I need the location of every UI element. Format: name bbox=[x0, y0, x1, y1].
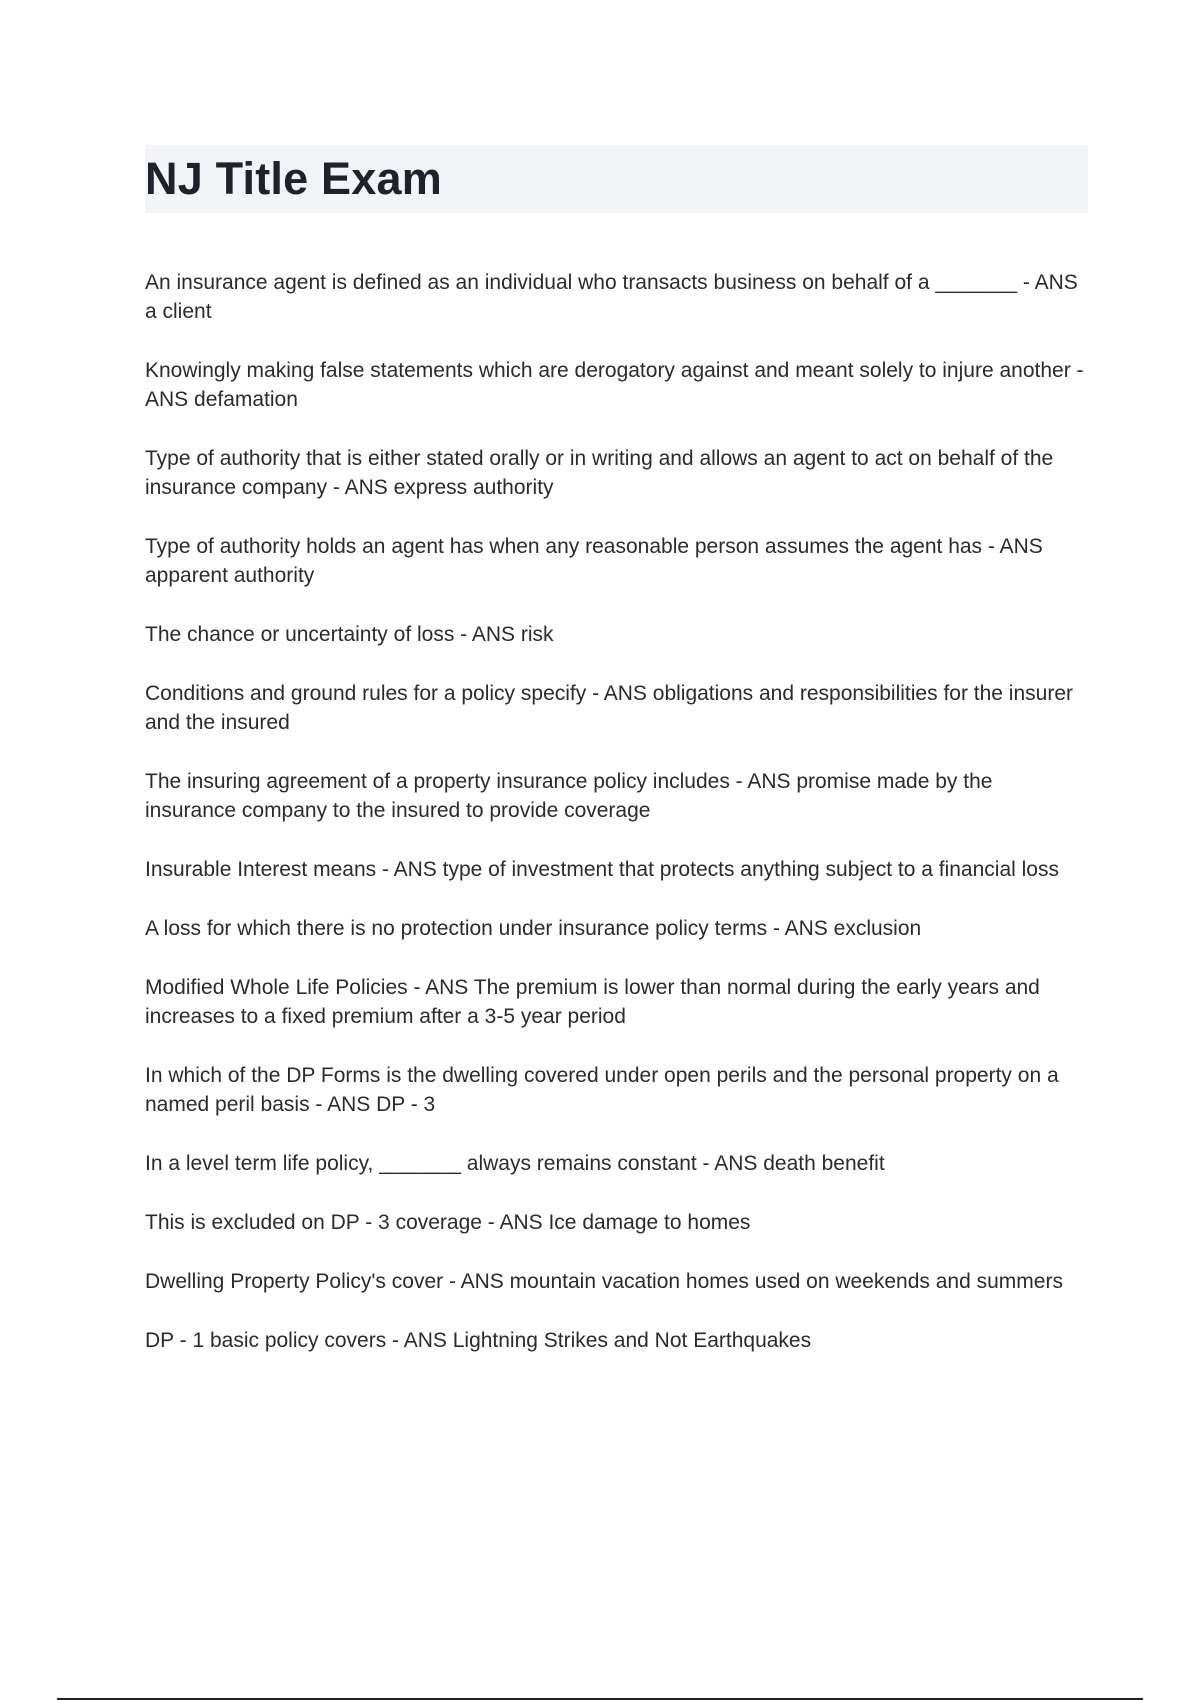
qa-item: In a level term life policy, _______ always remains constant - ANS death benefit bbox=[145, 1152, 885, 1175]
qa-item: In which of the DP Forms is the dwelling covered under open perils and the personal property on a named peril basis - ANS DP - 3 bbox=[145, 1064, 1059, 1116]
qa-item: Type of authority that is either stated orally or in writing and allows an agent to act on behalf of the insurance company - ANS express authority bbox=[145, 447, 1054, 499]
qa-item: Conditions and ground rules for a policy specify - ANS obligations and responsibilities for the insurer and the insured bbox=[145, 682, 1073, 734]
title-band bbox=[145, 145, 1088, 213]
qa-item: A loss for which there is no protection under insurance policy terms - ANS exclusion bbox=[145, 917, 922, 940]
qa-item: The chance or uncertainty of loss - ANS risk bbox=[145, 623, 554, 646]
qa-item: Insurable Interest means - ANS type of investment that protects anything subject to a financial loss bbox=[145, 858, 1059, 881]
qa-item: An insurance agent is defined as an individual who transacts business on behalf of a _______ - ANS a client bbox=[145, 271, 1078, 323]
qa-item: Type of authority holds an agent has when any reasonable person assumes the agent has - ANS apparent authority bbox=[145, 535, 1043, 587]
qa-list bbox=[145, 268, 1087, 1385]
qa-item: The insuring agreement of a property insurance policy includes - ANS promise made by the insurance company to the insured to provide coverage bbox=[145, 770, 993, 822]
qa-item: This is excluded on DP - 3 coverage - ANS Ice damage to homes bbox=[145, 1211, 751, 1234]
qa-item: Dwelling Property Policy's cover - ANS mountain vacation homes used on weekends and summers bbox=[145, 1270, 1063, 1293]
qa-item: DP - 1 basic policy covers - ANS Lightning Strikes and Not Earthquakes bbox=[145, 1329, 812, 1352]
document-title: NJ Title Exam bbox=[145, 153, 442, 204]
qa-item: Knowingly making false statements which are derogatory against and meant solely to injure another - ANS defamation bbox=[145, 359, 1084, 411]
qa-item: Modified Whole Life Policies - ANS The premium is lower than normal during the early years and increases to a fixed premium after a 3-5 year period bbox=[145, 976, 1040, 1028]
